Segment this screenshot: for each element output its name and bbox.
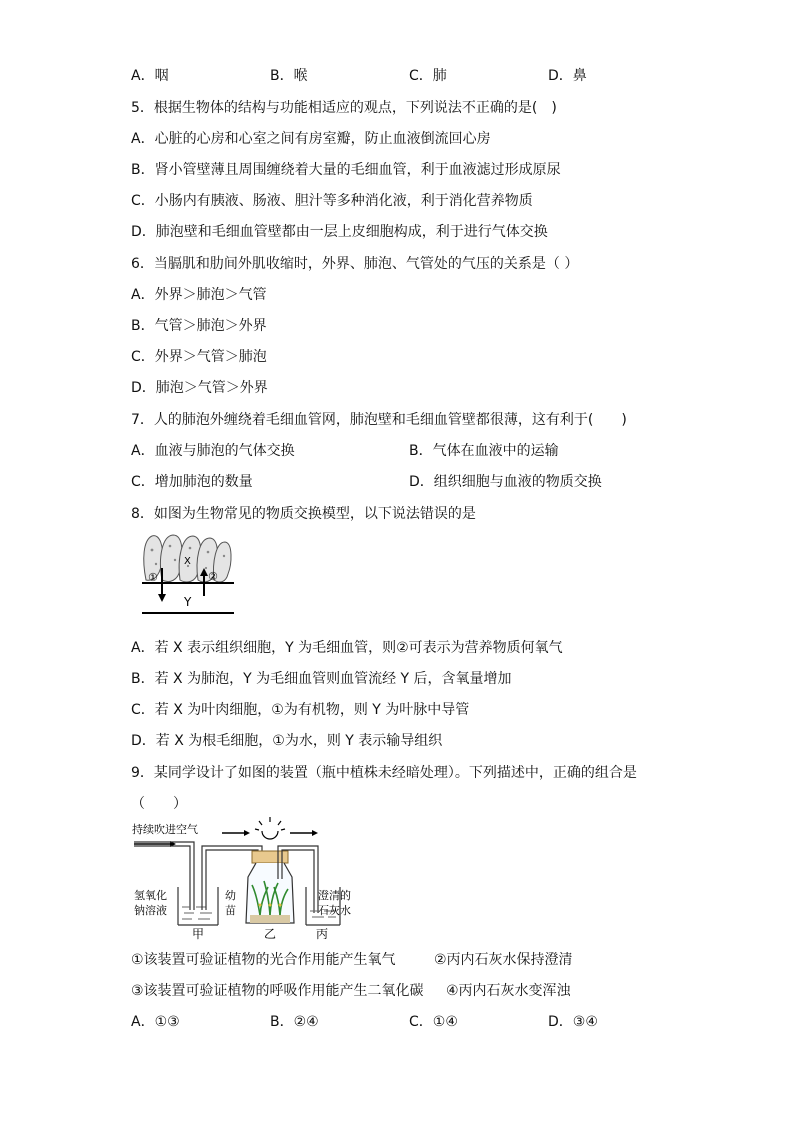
q9-flow-arrow-1-icon <box>222 830 250 836</box>
q9-label-seedling-line1: 幼 <box>225 889 236 902</box>
q9-label-bing: 丙 <box>316 927 329 940</box>
q7-option-a: A．血液与肺泡的气体交换 <box>131 443 295 459</box>
q9-statements-row1 <box>0 950 794 970</box>
q9-flow-arrow-2-icon <box>290 830 318 836</box>
q9-label-seedling-line2: 苗 <box>225 904 236 917</box>
q9-statement-4: ④丙内石灰水变浑浊 <box>446 983 571 999</box>
q9-label-jia: 甲 <box>192 927 205 940</box>
q8-option-c: C．若 X 为叶肉细胞，①为有机物，则 Y 为叶脉中导管 <box>131 702 470 718</box>
q9-option-b: B．②④ <box>270 1014 319 1030</box>
q9-label-naoh-line2: 钠溶液 <box>134 904 167 917</box>
q7-option-c: C．增加肺泡的数量 <box>131 474 253 490</box>
q4-options <box>0 66 794 86</box>
q7-stem: 7．人的肺泡外缠绕着毛细血管网，肺泡壁和毛细血管壁都很薄，这有利于( ) <box>131 412 627 428</box>
q8-option-d: D．若 X 为根毛细胞，①为水，则 Y 表示输导组织 <box>131 733 443 749</box>
q8-option-a: A．若 X 表示组织细胞，Y 为毛细血管，则②可表示为营养物质何氧气 <box>131 640 563 656</box>
q9-apparatus-figure <box>130 815 370 940</box>
q9-label-air-in: 持续吹进空气 <box>132 823 198 836</box>
q6-option-c: C．外界＞气管＞肺泡 <box>131 349 267 365</box>
q9-label-limewater-line2: 石灰水 <box>318 904 351 917</box>
q8-label-two: ② <box>208 570 218 583</box>
q8-exchange-figure <box>140 530 240 616</box>
q9-label-naoh-line1: 氢氧化 <box>134 889 167 902</box>
q7-option-d: D．组织细胞与血液的物质交换 <box>409 474 602 490</box>
q9-option-d: D．③④ <box>548 1014 598 1030</box>
q7-option-b: B．气体在血液中的运输 <box>409 443 559 459</box>
q9-label-limewater-line1: 澄清的 <box>318 889 351 902</box>
q6-option-d: D．肺泡＞气管＞外界 <box>131 380 268 396</box>
q9-bottle-yi <box>246 851 294 923</box>
q8-stem: 8．如图为生物常见的物质交换模型，以下说法错误的是 <box>131 506 476 522</box>
q9-statement-2: ②丙内石灰水保持澄清 <box>434 952 573 968</box>
q6-option-b: B．气管＞肺泡＞外界 <box>131 318 267 334</box>
q9-statement-3: ③该装置可验证植物的呼吸作用能产生二氧化碳 <box>131 983 424 999</box>
q5-option-b: B．肾小管壁薄且周围缠绕着大量的毛细血管，利于血液滤过形成原尿 <box>131 162 561 178</box>
q5-option-c: C．小肠内有胰液、肠液、胆汁等多种消化液，利于消化营养物质 <box>131 193 533 209</box>
q4-option-d: D．鼻 <box>548 68 587 84</box>
q4-option-c: C．肺 <box>409 68 447 84</box>
q9-flask-jia <box>178 887 218 925</box>
q5-option-a: A．心脏的心房和心室之间有房室瓣，防止血液倒流回心房 <box>131 131 491 147</box>
q4-option-a: A．咽 <box>131 68 169 84</box>
q6-option-a: A．外界＞肺泡＞气管 <box>131 287 267 303</box>
q9-label-yi: 乙 <box>264 927 277 940</box>
q5-option-d: D．肺泡壁和毛细血管壁都由一层上皮细胞构成，利于进行气体交换 <box>131 224 548 240</box>
q6-stem: 6．当膈肌和肋间外肌收缩时，外界、肺泡、气管处的气压的关系是（ ） <box>131 256 579 272</box>
q8-label-y: Y <box>184 595 192 609</box>
q9-light-icon <box>255 817 285 839</box>
q4-option-b: B．喉 <box>270 68 308 84</box>
q9-statements-row2 <box>0 981 794 1001</box>
q8-label-one: ① <box>148 571 158 584</box>
q7-options-row1 <box>0 441 794 461</box>
q8-option-b: B．若 X 为肺泡，Y 为毛细血管则血管流经 Y 后，含氧量增加 <box>131 671 512 687</box>
q7-options-row2 <box>0 472 794 492</box>
q9-option-c: C．①④ <box>409 1014 458 1030</box>
q9-option-a: A．①③ <box>131 1014 180 1030</box>
q9-stem: 9．某同学设计了如图的装置（瓶中植株未经暗处理）。下列描述中，正确的组合是 <box>131 765 637 781</box>
q9-options <box>0 1012 794 1032</box>
q9-stem-cont: （ ） <box>131 796 187 812</box>
q9-statement-1: ①该装置可验证植物的光合作用能产生氧气 <box>131 952 396 968</box>
q5-stem: 5．根据生物体的结构与功能相适应的观点，下列说法不正确的是( ) <box>131 100 557 116</box>
q8-label-x: X <box>184 556 191 567</box>
